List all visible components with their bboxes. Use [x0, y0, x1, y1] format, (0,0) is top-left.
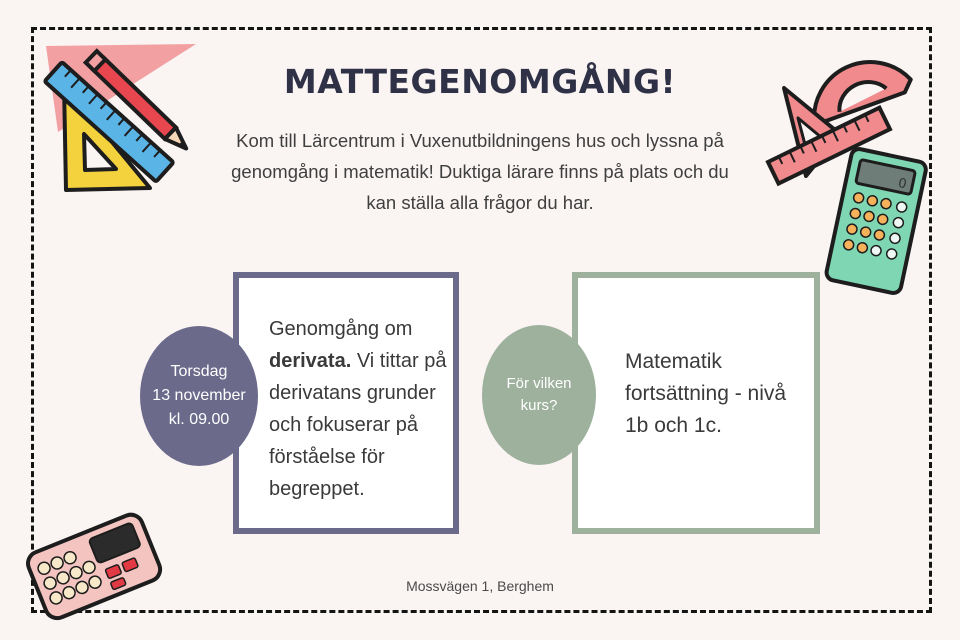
desc-line: och fokuserar på	[269, 414, 418, 436]
desc-line: derivatans grunder	[269, 382, 436, 404]
course-answer-line: Matematik	[625, 350, 722, 373]
date-day: Torsdag	[170, 363, 228, 380]
address-text: Mossvägen 1, Berghem	[406, 578, 554, 594]
calculator-icon	[825, 148, 927, 295]
intro-line: Kom till Lärcentrum i Vuxenutbildningens hus och lyssna på	[236, 130, 724, 151]
course-question-line: För vilken	[506, 375, 572, 392]
course-question-line: kurs?	[520, 397, 558, 414]
desc-line: Genomgång om	[269, 318, 413, 340]
date-date: 13 november	[152, 387, 246, 404]
desc-line-rest: Vi tittar på	[351, 350, 447, 372]
course-answer	[625, 346, 815, 442]
date-badge	[140, 326, 258, 466]
event-description	[269, 313, 455, 505]
calculator-icon	[24, 511, 163, 622]
bottom-left-calculator	[22, 508, 162, 618]
intro-line: genomgång i matematik! Duktiga lärare finns på plats och du	[231, 161, 729, 182]
intro-text	[222, 125, 738, 218]
desc-line	[269, 345, 455, 377]
course-question-badge	[482, 325, 596, 465]
intro-line: kan ställa alla frågor du har.	[366, 192, 594, 213]
desc-line: förståelse för	[269, 446, 385, 468]
course-answer-line: 1b och 1c.	[625, 414, 722, 437]
desc-topic-bold: derivata.	[269, 350, 352, 372]
date-time: kl. 09.00	[168, 411, 230, 428]
page-title: MATTEGENOMGÅNG!	[283, 62, 677, 101]
course-answer-line: fortsättning - nivå	[625, 382, 787, 405]
desc-line: begreppet.	[269, 478, 365, 500]
calculator-display-text: 0	[896, 175, 908, 193]
